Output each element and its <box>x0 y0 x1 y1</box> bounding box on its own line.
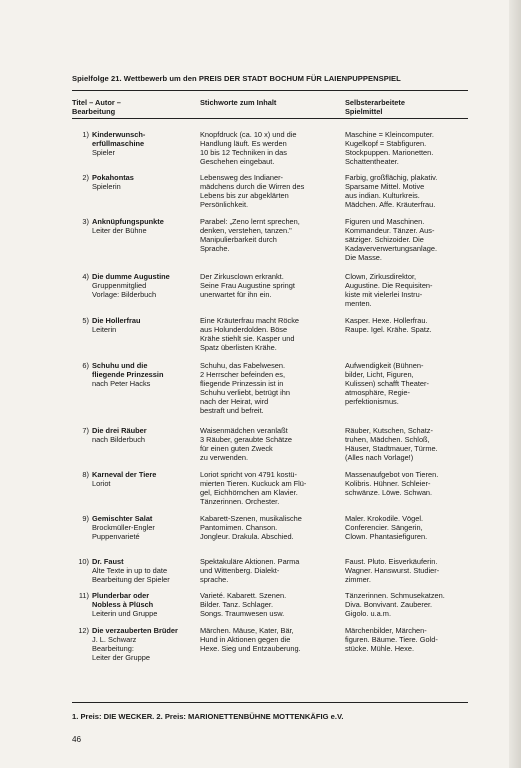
means-line: Augustine. Die Requisiten- <box>345 281 433 290</box>
content-line: Hexe. Sieg und Entzauberung. <box>200 644 301 653</box>
content-line: Bilder. Tanz. Schlager. <box>200 600 273 609</box>
row-means <box>345 316 473 334</box>
means-line: Märchenbilder, Märchen- <box>345 626 427 635</box>
row-title-author <box>92 272 207 299</box>
content-line: Lebens bis zur abgeklärten <box>200 191 289 200</box>
content-line: Varieté. Kabarett. Szenen. <box>200 591 287 600</box>
content-line: nach der Heirat, wird <box>200 397 269 406</box>
means-line: Räuber, Kutschen, Schatz- <box>345 426 433 435</box>
content-line: Hund in Aktionen gegen die <box>200 635 291 644</box>
means-line: Kadaververwertungsanlage. <box>345 244 438 253</box>
author-line: Spieler <box>92 148 116 157</box>
page-edge-shadow <box>509 0 521 768</box>
means-line: Faust. Pluto. Eisverkäuferin. <box>345 557 438 566</box>
play-title-line: Die dumme Augustine <box>92 272 170 281</box>
content-line: mierten Tieren. Kuckuck am Flü- <box>200 479 307 488</box>
row-number: 7) <box>82 426 89 435</box>
means-line: Figuren und Maschinen. <box>345 217 425 226</box>
page-title: Spielfolge 21. Wettbewerb um den PREIS DER STADT BOCHUM FÜR LAIENPUPPENSPIEL <box>72 74 401 83</box>
content-line: unerwartet für ihn ein. <box>200 290 272 299</box>
author-line: Spielerin <box>92 182 121 191</box>
author-line: Gruppenmitglied <box>92 281 147 290</box>
row-means <box>345 130 473 166</box>
play-title-line: Gemischter Salat <box>92 514 153 523</box>
means-line: stücke. Mühle. Hexe. <box>345 644 415 653</box>
row-content <box>200 361 340 415</box>
content-line: für einen guten Zweck <box>200 444 273 453</box>
author-line: nach Bilderbuch <box>92 435 146 444</box>
row-content <box>200 130 340 166</box>
means-line: bilder, Licht, Figuren, <box>345 370 414 379</box>
author-line: Leiter der Bühne <box>92 226 147 235</box>
row-title-author <box>92 361 207 388</box>
content-line: und Wittenberg. Dialekt- <box>200 566 280 575</box>
row-means <box>345 626 473 653</box>
play-title-line: Kinderwunsch- <box>92 130 146 139</box>
row-means <box>345 514 473 541</box>
row-means <box>345 426 473 462</box>
play-title-line: Die verzauberten Brüder <box>92 626 178 635</box>
author-line: Puppenvarieté <box>92 532 140 541</box>
content-line: Loriot spricht von 4791 kostü- <box>200 470 297 479</box>
means-line: schwänze. Löwe. Schwan. <box>345 488 433 497</box>
column-header-line: Selbsterarbeitete <box>345 98 405 107</box>
author-line: nach Peter Hacks <box>92 379 151 388</box>
row-title-author <box>92 316 207 334</box>
row-title-author <box>92 626 207 662</box>
play-title-line: Karneval der Tiere <box>92 470 157 479</box>
content-line: denken, verstehen, tanzen." <box>200 226 292 235</box>
play-title-line: fliegende Prinzessin <box>92 370 164 379</box>
means-line: Clown. Phantasiefiguren. <box>345 532 428 541</box>
play-title-line: Die Hollerfrau <box>92 316 141 325</box>
title-rule <box>72 90 468 91</box>
content-line: Krähe stiehlt sie. Kasper und <box>200 334 295 343</box>
content-line: Geschehen eingebaut. <box>200 157 275 166</box>
means-line: Kolibris. Hühner. Schleier- <box>345 479 431 488</box>
row-content <box>200 470 340 506</box>
row-content <box>200 626 340 653</box>
means-line: Massenaufgebot von Tieren. <box>345 470 439 479</box>
row-number: 4) <box>82 272 89 281</box>
play-title-line: Plunderbar oder <box>92 591 150 600</box>
row-number: 6) <box>82 361 89 370</box>
author-line: J. L. Schwarz <box>92 635 137 644</box>
content-line: Schuhu verliebt, betrügt ihn <box>200 388 290 397</box>
content-line: Spatz überlisten Krähe. <box>200 343 277 352</box>
means-line: perfektionismus. <box>345 397 399 406</box>
row-number: 9) <box>82 514 89 523</box>
row-number: 5) <box>82 316 89 325</box>
row-content <box>200 514 340 541</box>
means-line: sätziger. Schizoider. Die <box>345 235 424 244</box>
row-number: 8) <box>82 470 89 479</box>
means-line: Häuser, Stadtmauer, Türme. <box>345 444 438 453</box>
content-line: 2 Herrscher befeinden es, <box>200 370 286 379</box>
row-number: 1) <box>82 130 89 139</box>
means-line: Gigolo. u.a.m. <box>345 609 392 618</box>
column-header-line: Titel – Autor – <box>72 98 121 107</box>
row-title-author <box>92 426 207 444</box>
author-line: Vorlage: Bilderbuch <box>92 290 157 299</box>
means-line: Kommandeur. Tänzer. Aus- <box>345 226 435 235</box>
author-line: Bearbeitung der Spieler <box>92 575 170 584</box>
row-means <box>345 173 473 209</box>
play-title-line: erfüllmaschine <box>92 139 145 148</box>
row-content <box>200 591 340 618</box>
column-header-line: Spielmittel <box>345 107 383 116</box>
means-line: Tänzerinnen. Schmusekatzen. <box>345 591 445 600</box>
row-number: 10) <box>78 557 89 566</box>
column-header-means <box>345 98 405 116</box>
content-line: sprache. <box>200 575 229 584</box>
play-title-line: Nobless à Plüsch <box>92 600 154 609</box>
means-line: Mädchen. Affe. Kräuterfrau. <box>345 200 436 209</box>
page-number: 46 <box>72 735 82 744</box>
means-line: Diva. Bonvivant. Zauberer. <box>345 600 433 609</box>
means-line: Kulissen) schafft Theater- <box>345 379 429 388</box>
content-line: Kabarett-Szenen, musikalische <box>200 514 302 523</box>
row-means <box>345 557 473 584</box>
row-title-author <box>92 514 207 541</box>
author-line: Loriot <box>92 479 111 488</box>
content-line: mädchens durch die Wirren des <box>200 182 305 191</box>
row-title-author <box>92 217 207 235</box>
means-line: zimmer. <box>345 575 371 584</box>
means-line: figuren. Bäume. Tiere. Gold- <box>345 635 438 644</box>
row-means <box>345 272 473 308</box>
prize-footer: 1. Preis: DIE WECKER. 2. Preis: MARIONETTENBÜHNE MOTTENKÄFIG e.V. <box>72 712 344 721</box>
content-line: Persönlichkeit. <box>200 200 249 209</box>
means-line: Maschine = Kleincomputer. <box>345 130 434 139</box>
content-line: Parabel: „Zeno lernt sprechen, <box>200 217 300 226</box>
content-line: Lebensweg des Indianer- <box>200 173 283 182</box>
play-title-line: Anknüpfungspunkte <box>92 217 164 226</box>
row-title-author <box>92 130 207 157</box>
means-line: Die Masse. <box>345 253 382 262</box>
means-line: menten. <box>345 299 372 308</box>
play-title-line: Schuhu und die <box>92 361 148 370</box>
row-number: 3) <box>82 217 89 226</box>
content-line: Märchen. Mäuse, Kater, Bär, <box>200 626 294 635</box>
row-means <box>345 591 473 618</box>
content-line: Handlung läuft. Es werden <box>200 139 287 148</box>
content-line: Pantomimen. Chanson. <box>200 523 278 532</box>
row-title-author <box>92 591 207 618</box>
play-title-line: Dr. Faust <box>92 557 124 566</box>
means-line: Kasper. Hexe. Hollerfrau. <box>345 316 428 325</box>
row-title-author <box>92 173 207 191</box>
content-line: aus Holunderdolden. Böse <box>200 325 288 334</box>
content-line: gel, Eichhörnchen am Klavier. <box>200 488 298 497</box>
means-line: Schattentheater. <box>345 157 399 166</box>
author-line: Leiter der Gruppe <box>92 653 150 662</box>
row-means <box>345 217 473 262</box>
column-header-line: Bearbeitung <box>72 107 116 116</box>
content-line: Der Zirkusclown erkrankt. <box>200 272 284 281</box>
content-line: Seine Frau Augustine springt <box>200 281 295 290</box>
row-number: 11) <box>78 591 89 600</box>
column-header-title-author <box>72 98 121 116</box>
author-line: Alte Texte in up to date <box>92 566 168 575</box>
means-line: kiste mit vielerlei Instru- <box>345 290 423 299</box>
content-line: Schuhu, das Fabelwesen. <box>200 361 286 370</box>
content-line: Knopfdruck (ca. 10 x) und die <box>200 130 297 139</box>
content-line: Manipulierbarkeit durch <box>200 235 277 244</box>
play-title-line: Pokahontas <box>92 173 134 182</box>
row-title-author <box>92 470 207 488</box>
content-line: Spektakuläre Aktionen. Parma <box>200 557 300 566</box>
content-line: fliegende Prinzessin ist in <box>200 379 284 388</box>
play-title-line: Die drei Räuber <box>92 426 147 435</box>
column-header-line: Stichworte zum Inhalt <box>200 98 277 107</box>
content-line: Jongleur. Drakula. Abschied. <box>200 532 294 541</box>
author-line: Leiterin <box>92 325 117 334</box>
means-line: Stockpuppen. Marionetten. <box>345 148 434 157</box>
means-line: Kugelkopf = Stabfiguren. <box>345 139 427 148</box>
content-line: zu verwenden. <box>200 453 249 462</box>
author-line: Leiterin und Gruppe <box>92 609 158 618</box>
content-line: Tänzerinnen. Orchester. <box>200 497 280 506</box>
means-line: Farbig, großflächig, plakativ. <box>345 173 438 182</box>
author-line: Brockmüller-Engler <box>92 523 155 532</box>
means-line: Clown, Zirkusdirektor, <box>345 272 417 281</box>
row-number: 2) <box>82 173 89 182</box>
content-line: 3 Räuber, geraubte Schätze <box>200 435 293 444</box>
content-line: Eine Kräuterfrau macht Röcke <box>200 316 299 325</box>
content-line: bestraft und befreit. <box>200 406 264 415</box>
content-line: 10 bis 12 Techniken in das <box>200 148 287 157</box>
means-line: (Alles nach Vorlage!) <box>345 453 414 462</box>
author-line: Bearbeitung: <box>92 644 134 653</box>
column-header-content <box>200 98 276 107</box>
row-content <box>200 173 340 209</box>
row-content <box>200 426 340 462</box>
row-means <box>345 470 473 497</box>
means-line: Wagner. Hanswurst. Studier- <box>345 566 440 575</box>
means-line: aus indian. Kulturkreis. <box>345 191 420 200</box>
means-line: Conferencier. Sängerin, <box>345 523 423 532</box>
row-content <box>200 217 340 253</box>
means-line: Maler. Krokodile. Vögel. <box>345 514 424 523</box>
content-line: Songs. Traumwesen usw. <box>200 609 285 618</box>
row-number: 12) <box>78 626 89 635</box>
row-content <box>200 272 340 299</box>
row-content <box>200 557 340 584</box>
means-line: Raupe. Igel. Krähe. Spatz. <box>345 325 432 334</box>
content-line: Sprache. <box>200 244 230 253</box>
header-rule <box>72 118 468 119</box>
row-title-author <box>92 557 207 584</box>
row-means <box>345 361 473 406</box>
content-line: Waisenmädchen veranlaßt <box>200 426 288 435</box>
means-line: atmosphäre, Regie- <box>345 388 410 397</box>
row-content <box>200 316 340 352</box>
means-line: Sparsame Mittel. Motive <box>345 182 425 191</box>
means-line: truhen, Mädchen. Schloß, <box>345 435 430 444</box>
footer-rule <box>72 702 468 703</box>
means-line: Aufwendigkeit (Bühnen- <box>345 361 424 370</box>
